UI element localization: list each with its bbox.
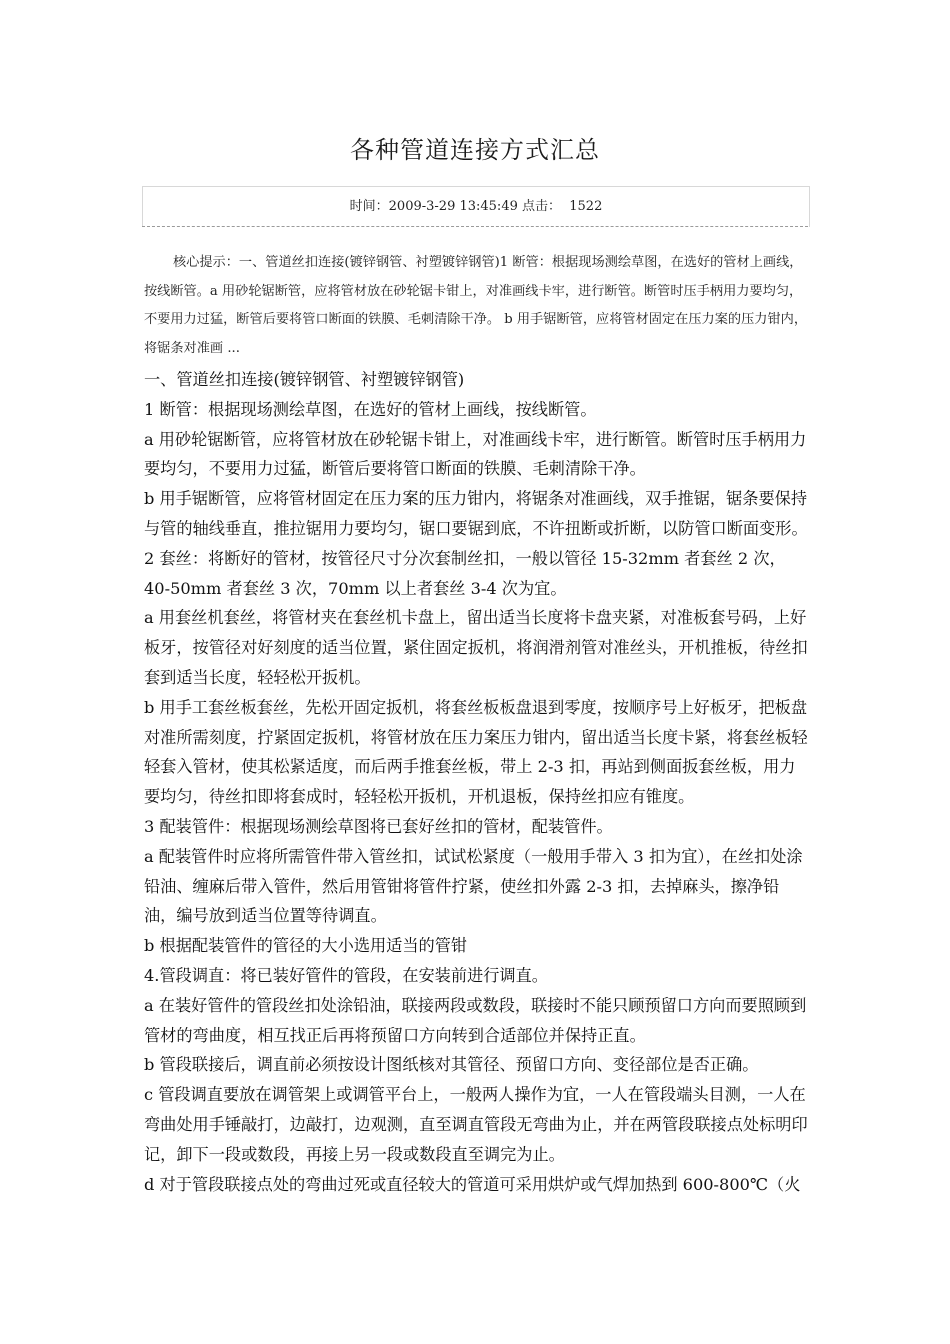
paragraph-step-2b: b 用手工套丝板套丝，先松开固定扳机，将套丝板板盘退到零度，按顺序号上好板牙，把板盘对准所需刻度，拧紧固定扳机，将管材放在压力案压力钳内，留出适当长度卡紧，将套丝板轻轻套入管材，使其松紧适度，而后两手推套丝板，带上 2-3 扣，再站到侧面扳套丝板，用力要均匀，待丝扣即将套成时，轻轻松开扳机，开机退板，保持丝扣应有锥度。 bbox=[144, 697, 808, 807]
page-title: 各种管道连接方式汇总 bbox=[350, 136, 600, 164]
summary-text: 核心提示：一、管道丝扣连接(镀锌钢管、衬塑镀锌钢管)1 断管：根据现场测绘草图，在选好的管材上画线，按线断管。a 用砂轮锯断管，应将管材放在砂轮锯卡钳上，对准画线卡牢，进行断管。断管时压手柄用力要均匀，不要用力过猛，断管后要将管口断面的铁膜、毛刺清除干净。 b 用手锯断管，应将管材固定在压力案的压力钳内，将锯条对准画 ... bbox=[144, 255, 808, 356]
clicks-value: 1522 bbox=[569, 199, 603, 214]
paragraph-step-3: 3 配装管件：根据现场测绘草图将已套好丝扣的管材，配装管件。 bbox=[144, 816, 613, 836]
paragraph-step-3a: a 配装管件时应将所需管件带入管丝扣，试试松紧度（一般用手带入 3 扣为宜），在丝扣处涂铅油、缠麻后带入管件，然后用管钳将管件拧紧，使丝扣外露 2-3 扣，去掉麻头，擦净铅油，编号放到适当位置等待调直。 bbox=[144, 846, 803, 926]
paragraph-step-4d: d 对于管段联接点处的弯曲过死或直径较大的管道可采用烘炉或气焊加热到 600-800℃（火 bbox=[144, 1174, 801, 1194]
paragraph-section-heading: 一、管道丝扣连接(镀锌钢管、衬塑镀锌钢管) bbox=[144, 370, 465, 389]
article-body bbox=[144, 365, 808, 1199]
paragraph-step-4a: a 在装好管件的管段丝扣处涂铅油，联接两段或数段，联接时不能只顾预留口方向而要照顾到管材的弯曲度，相互找正后再将预留口方向转到合适部位并保持正直。 bbox=[144, 995, 807, 1045]
paragraph-step-2: 2 套丝：将断好的管材，按管径尺寸分次套制丝扣，一般以管径 15-32mm 者套丝 2 次，40-50mm 者套丝 3 次，70mm 以上者套丝 3-4 次为宜。 bbox=[144, 548, 786, 598]
paragraph-step-3b: b 根据配装管件的管径的大小选用适当的管钳 bbox=[144, 936, 468, 956]
paragraph-step-1b: b 用手锯断管，应将管材固定在压力案的压力钳内，将锯条对准画线，双手推锯，锯条要保持与管的轴线垂直，推拉锯用力要均匀，锯口要锯到底，不许扭断或折断，以防管口断面变形。 bbox=[144, 489, 808, 538]
meta-divider bbox=[142, 226, 808, 227]
paragraph-step-4b: b 管段联接后，调直前必须按设计图纸核对其管径、预留口方向、变径部位是否正确。 bbox=[144, 1055, 759, 1075]
article-meta-line bbox=[143, 195, 809, 214]
clicks-label: 点击： bbox=[517, 199, 561, 214]
article-meta-box bbox=[142, 186, 810, 227]
time-label: 时间： bbox=[349, 199, 389, 214]
paragraph-step-4: 4.管段调直：将已装好管件的管段，在安装前进行调直。 bbox=[144, 965, 548, 985]
paragraph-step-4c: c 管段调直要放在调管架上或调管平台上，一般两人操作为宜，一人在管段端头目测，一人在弯曲处用手锤敲打，边敲打，边观测，直至调直管段无弯曲为止，并在两管段联接点处标明印记，卸下一段或数段，再接上另一段或数段直至调完为止。 bbox=[144, 1085, 808, 1164]
paragraph-step-1: 1 断管：根据现场测绘草图，在选好的管材上画线，按线断管。 bbox=[144, 399, 597, 419]
paragraph-step-1a: a 用砂轮锯断管，应将管材放在砂轮锯卡钳上，对准画线卡牢，进行断管。断管时压手柄用力要均匀，不要用力过猛，断管后要将管口断面的铁膜、毛刺清除干净。 bbox=[144, 429, 807, 479]
paragraph-step-2a: a 用套丝机套丝，将管材夹在套丝机卡盘上，留出适当长度将卡盘夹紧，对准板套号码，上好板牙，按管径对好刻度的适当位置，紧住固定扳机，将润滑剂管对准丝头，开机推板，待丝扣套到适当长度，轻轻松开扳机。 bbox=[144, 608, 808, 687]
time-value: 2009-3-29 13:45:49 bbox=[388, 199, 518, 214]
summary-block bbox=[144, 249, 808, 363]
